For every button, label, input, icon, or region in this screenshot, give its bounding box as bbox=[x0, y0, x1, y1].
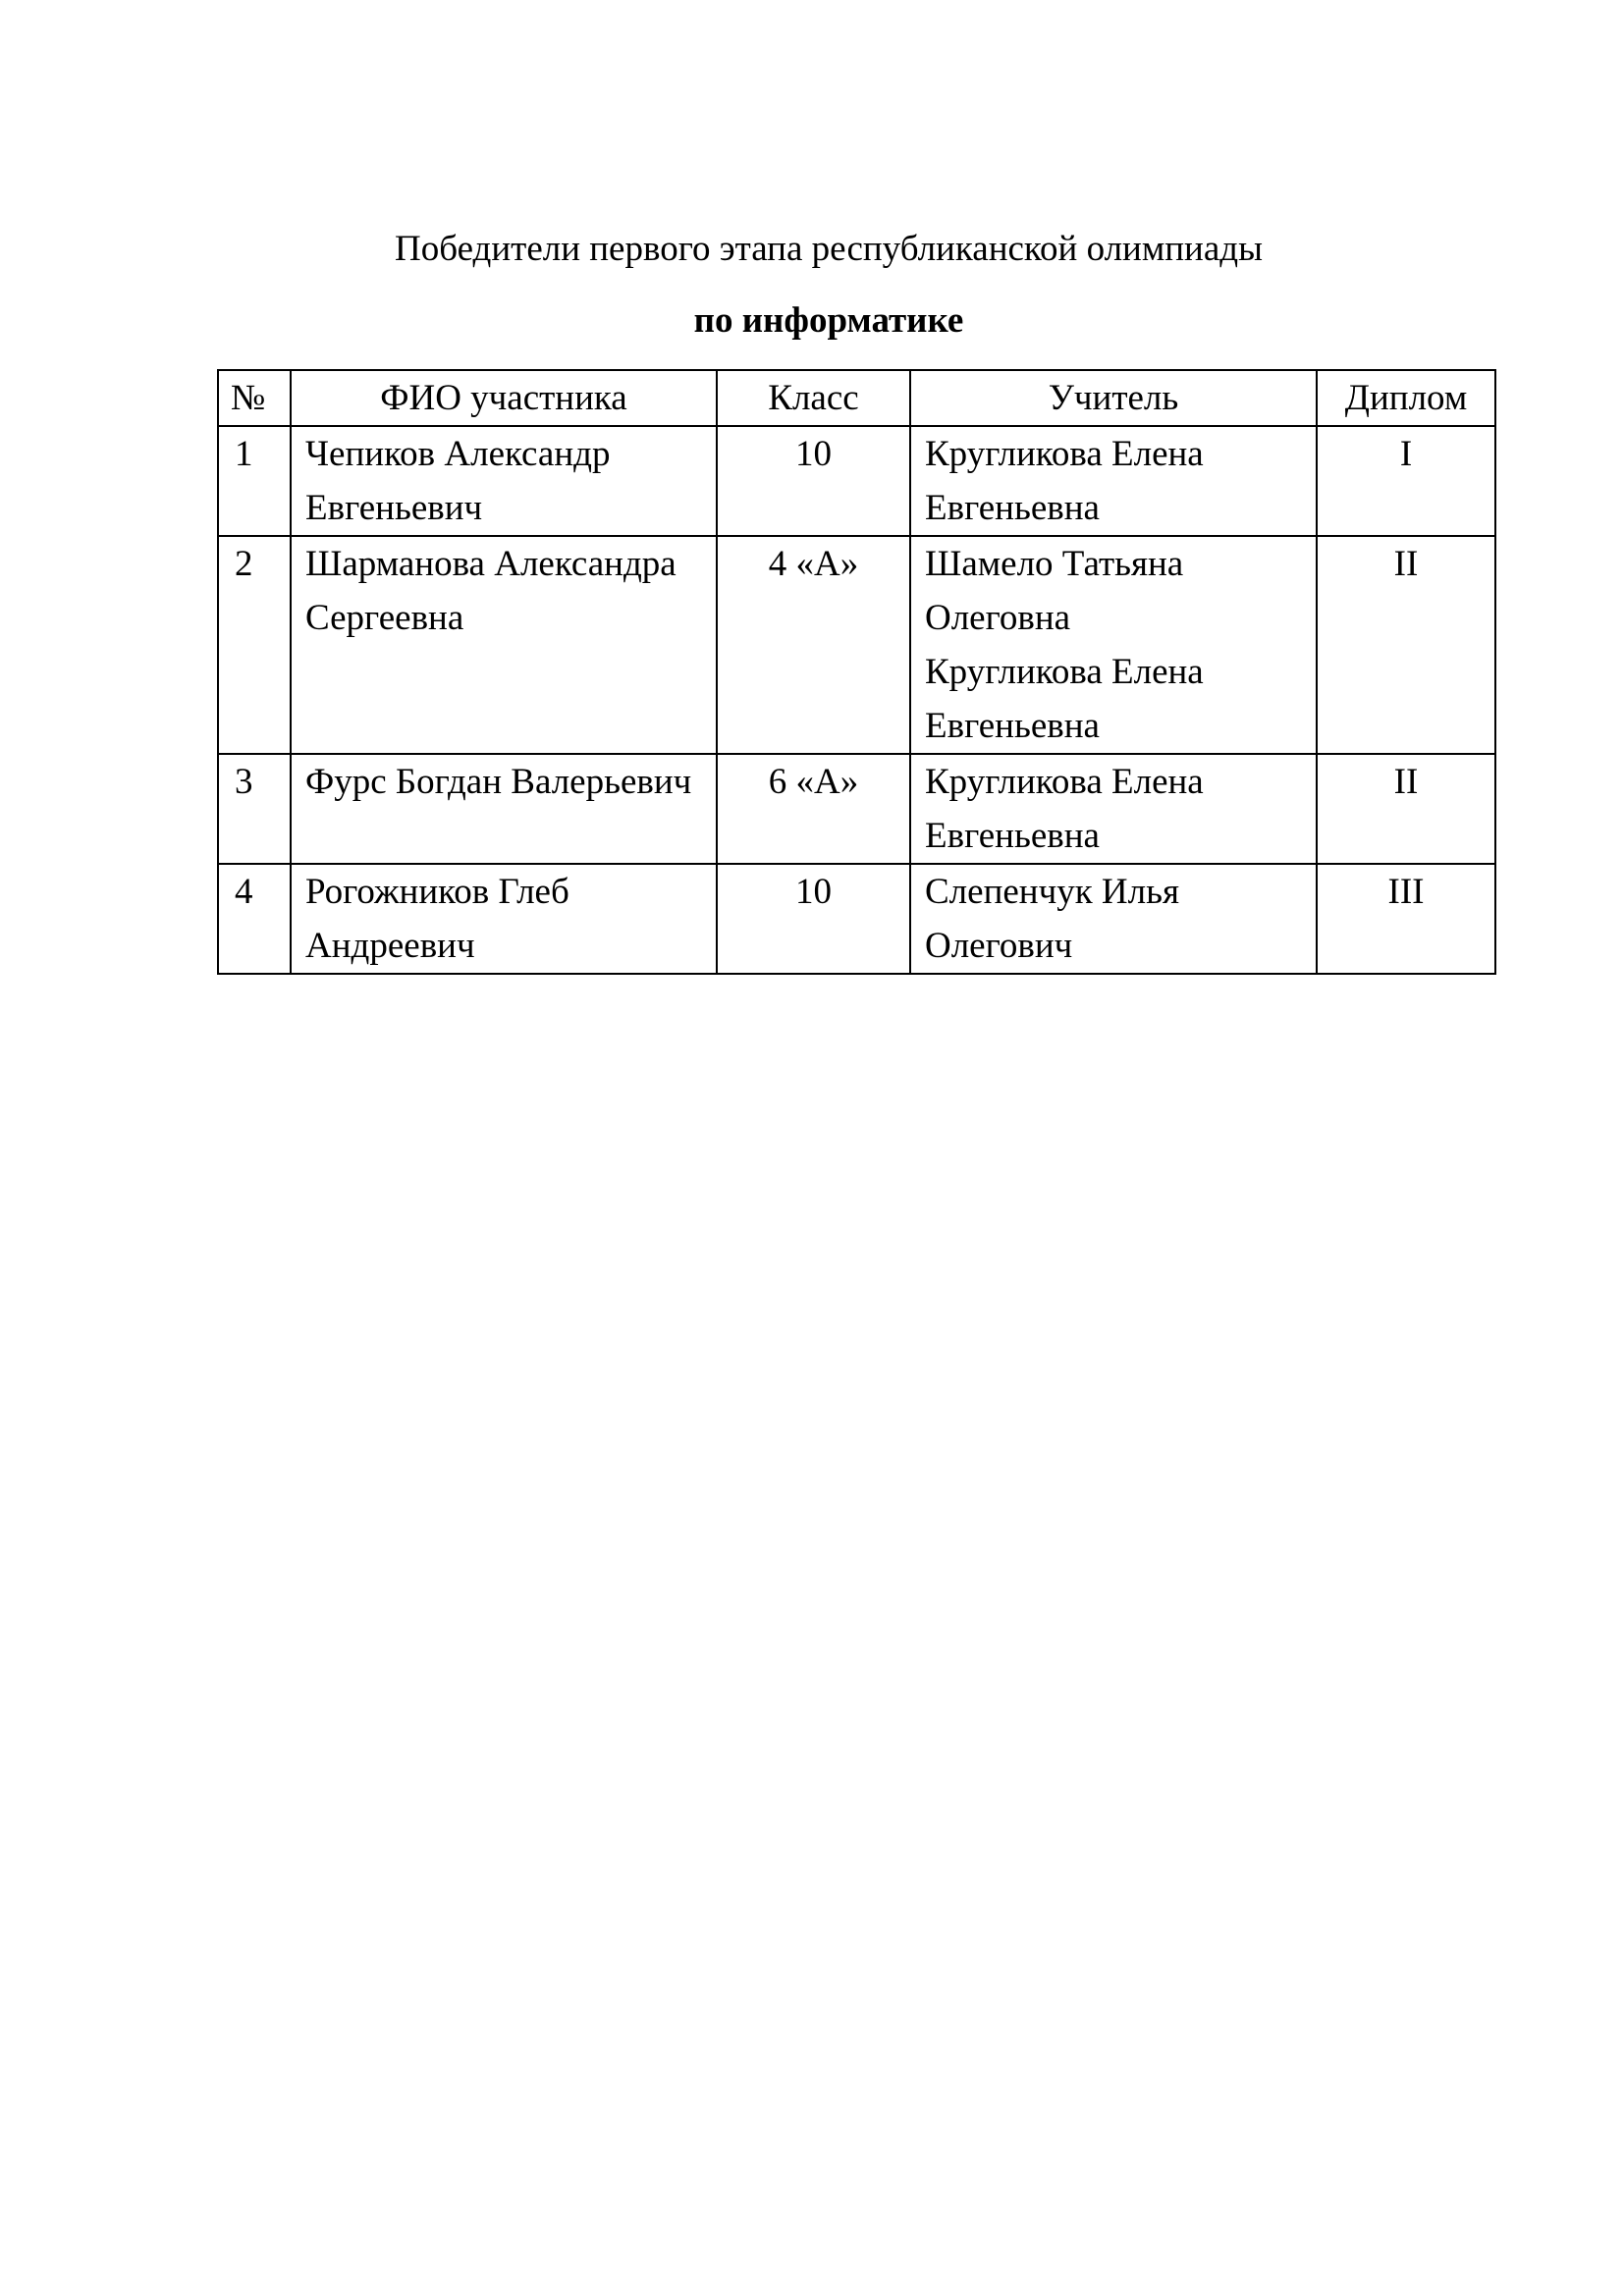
document-title: Победители первого этапа республиканской олимпиады bbox=[395, 229, 1263, 269]
table-row bbox=[218, 536, 1495, 754]
table-row bbox=[218, 864, 1495, 974]
cell-diploma: I bbox=[1317, 426, 1495, 536]
cell-teacher bbox=[910, 426, 1317, 536]
cell-teacher bbox=[910, 754, 1317, 864]
cell-number: 2 bbox=[218, 536, 291, 754]
table-header-row bbox=[218, 370, 1495, 426]
winners-table bbox=[217, 369, 1496, 975]
cell-diploma: III bbox=[1317, 864, 1495, 974]
cell-class: 6 «А» bbox=[717, 754, 910, 864]
cell-number: 1 bbox=[218, 426, 291, 536]
teacher-name: Кругликова Елена Евгеньевна bbox=[925, 434, 1204, 528]
header-number: № bbox=[218, 370, 291, 426]
header-teacher: Учитель bbox=[910, 370, 1317, 426]
cell-class: 10 bbox=[717, 426, 910, 536]
table-row bbox=[218, 426, 1495, 536]
cell-number: 4 bbox=[218, 864, 291, 974]
teacher-name: Слепенчук Илья Олегович bbox=[925, 872, 1179, 966]
cell-teacher bbox=[910, 864, 1317, 974]
cell-class: 10 bbox=[717, 864, 910, 974]
header-class: Класс bbox=[717, 370, 910, 426]
cell-participant-name: Рогожников Глеб Андреевич bbox=[291, 864, 717, 974]
cell-teacher bbox=[910, 536, 1317, 754]
cell-participant-name: Чепиков Александр Евгеньевич bbox=[291, 426, 717, 536]
cell-number: 3 bbox=[218, 754, 291, 864]
cell-diploma: II bbox=[1317, 536, 1495, 754]
cell-participant-name: Шарманова Александра Сергеевна bbox=[291, 536, 717, 754]
header-diploma: Диплом bbox=[1317, 370, 1495, 426]
header-participant-name: ФИО участника bbox=[291, 370, 717, 426]
teacher-name: Шамело Татьяна Олеговна bbox=[925, 544, 1184, 638]
cell-diploma: II bbox=[1317, 754, 1495, 864]
cell-participant-name: Фурс Богдан Валерьевич bbox=[291, 754, 717, 864]
document-subtitle: по информатике bbox=[693, 300, 964, 341]
teacher-name: Кругликова Елена Евгеньевна bbox=[925, 652, 1204, 746]
table-row bbox=[218, 754, 1495, 864]
teacher-name: Кругликова Елена Евгеньевна bbox=[925, 762, 1204, 856]
cell-class: 4 «А» bbox=[717, 536, 910, 754]
